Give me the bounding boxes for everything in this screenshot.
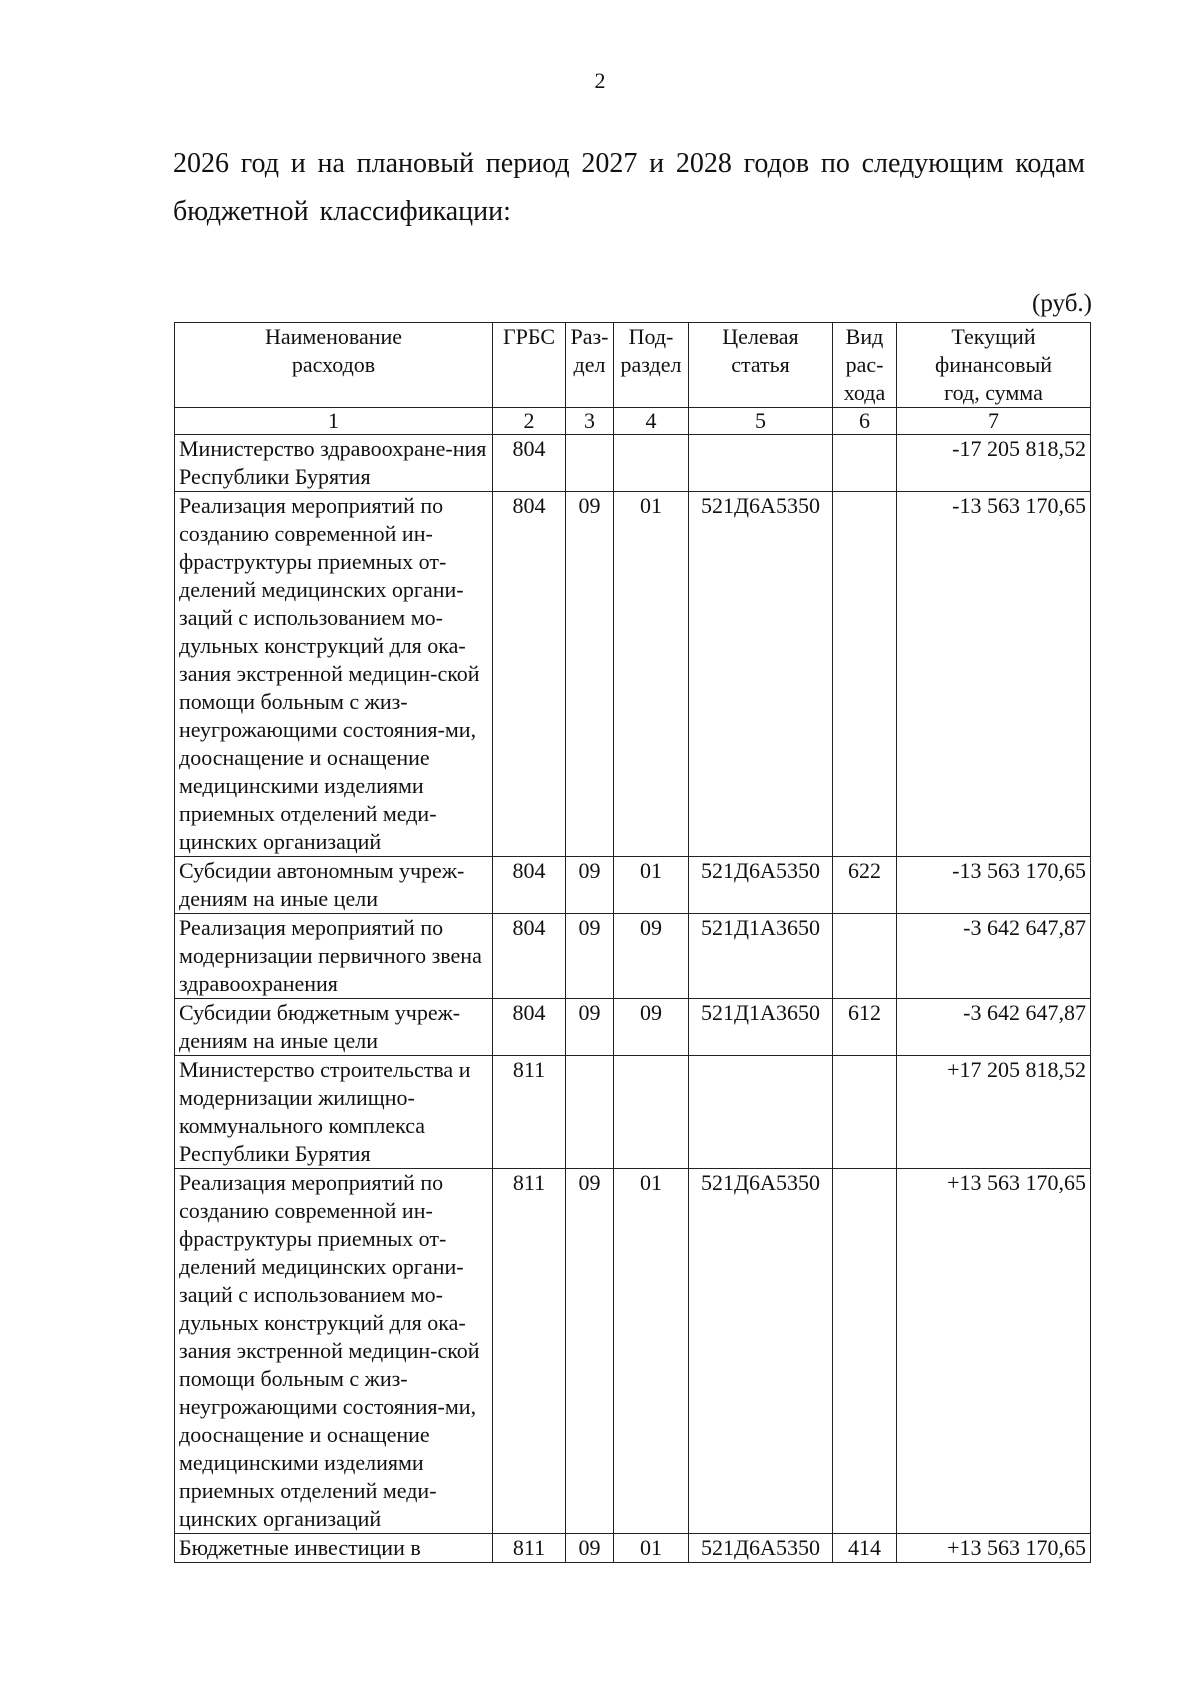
target-article — [689, 435, 833, 492]
expense-name: Субсидии автономным учреж-дениям на иные цели — [175, 857, 493, 914]
header-cell: Текущий финансовый год, сумма — [897, 323, 1091, 408]
grbs-code: 804 — [493, 999, 566, 1056]
column-number: 3 — [566, 408, 614, 435]
column-number: 1 — [175, 408, 493, 435]
expense-type — [833, 492, 897, 857]
header-cell: Раз- дел — [566, 323, 614, 408]
razdel-code — [566, 435, 614, 492]
podrazdel-code: 09 — [614, 914, 689, 999]
expense-type — [833, 435, 897, 492]
column-number: 2 — [493, 408, 566, 435]
razdel-code: 09 — [566, 857, 614, 914]
razdel-code: 09 — [566, 492, 614, 857]
amount: -17 205 818,52 — [897, 435, 1091, 492]
header-cell: Под- раздел — [614, 323, 689, 408]
target-article: 521Д1А3650 — [689, 999, 833, 1056]
podrazdel-code: 09 — [614, 999, 689, 1056]
target-article: 521Д6А5350 — [689, 857, 833, 914]
expense-type — [833, 1169, 897, 1534]
table-row — [175, 1169, 1091, 1534]
expense-name: Реализация мероприятий по модернизации первичного звена здравоохранения — [175, 914, 493, 999]
table-row — [175, 999, 1091, 1056]
podrazdel-code: 01 — [614, 492, 689, 857]
column-number-row — [175, 408, 1091, 435]
target-article: 521Д6А5350 — [689, 492, 833, 857]
amount: +13 563 170,65 — [897, 1169, 1091, 1534]
podrazdel-code: 01 — [614, 1534, 689, 1563]
column-number: 5 — [689, 408, 833, 435]
grbs-code: 804 — [493, 435, 566, 492]
header-row — [175, 323, 1091, 408]
razdel-code: 09 — [566, 1169, 614, 1534]
grbs-code: 804 — [493, 914, 566, 999]
target-article: 521Д6А5350 — [689, 1169, 833, 1534]
amount: -3 642 647,87 — [897, 999, 1091, 1056]
grbs-code: 811 — [493, 1056, 566, 1169]
podrazdel-code — [614, 1056, 689, 1169]
expense-name: Министерство строительства и модернизации жилищно-коммунального комплекса Республики Бурятия — [175, 1056, 493, 1169]
column-number: 6 — [833, 408, 897, 435]
intro-paragraph: 2026 год и на плановый период 2027 и 2028 годов по следующим кодам бюджетной классификации: — [173, 148, 1085, 227]
table-row — [175, 1534, 1091, 1563]
amount: -13 563 170,65 — [897, 492, 1091, 857]
expense-name: Министерство здравоохране-ния Республики Бурятия — [175, 435, 493, 492]
podrazdel-code: 01 — [614, 1169, 689, 1534]
grbs-code: 804 — [493, 492, 566, 857]
expense-type — [833, 914, 897, 999]
column-number: 7 — [897, 408, 1091, 435]
header-cell: ГРБС — [493, 323, 566, 408]
podrazdel-code: 01 — [614, 857, 689, 914]
expense-name: Бюджетные инвестиции в — [175, 1534, 493, 1563]
budget-table — [174, 322, 1091, 1563]
razdel-code — [566, 1056, 614, 1169]
razdel-code: 09 — [566, 914, 614, 999]
expense-type — [833, 1056, 897, 1169]
expense-name: Реализация мероприятий по созданию современной ин-фраструктуры приемных от-делений медицинских органи-заций с использованием мо-дульных конструкций для ока-зания экстренной медицин-ской помощи больным с жиз-неугрожающими состояния-ми, дооснащение и оснащение медицинскими изделиями приемных отделений меди-цинских организаций — [175, 1169, 493, 1534]
target-article: 521Д1А3650 — [689, 914, 833, 999]
grbs-code: 804 — [493, 857, 566, 914]
target-article — [689, 1056, 833, 1169]
header-cell: Вид рас- хода — [833, 323, 897, 408]
razdel-code: 09 — [566, 1534, 614, 1563]
grbs-code: 811 — [493, 1169, 566, 1534]
table-row — [175, 857, 1091, 914]
table-row — [175, 492, 1091, 857]
target-article: 521Д6А5350 — [689, 1534, 833, 1563]
header-cell: Наименование расходов — [175, 323, 493, 408]
page-number: 2 — [594, 68, 606, 93]
amount: +13 563 170,65 — [897, 1534, 1091, 1563]
expense-type: 414 — [833, 1534, 897, 1563]
amount: -3 642 647,87 — [897, 914, 1091, 999]
table-row — [175, 1056, 1091, 1169]
table-row — [175, 435, 1091, 492]
expense-type: 622 — [833, 857, 897, 914]
amount: +17 205 818,52 — [897, 1056, 1091, 1169]
expense-name: Реализация мероприятий по созданию современной ин-фраструктуры приемных от-делений медицинских органи-заций с использованием мо-дульных конструкций для ока-зания экстренной медицин-ской помощи больным с жиз-неугрожающими состояния-ми, дооснащение и оснащение медицинскими изделиями приемных отделений меди-цинских организаций — [175, 492, 493, 857]
razdel-code: 09 — [566, 999, 614, 1056]
table-row — [175, 914, 1091, 999]
column-number: 4 — [614, 408, 689, 435]
grbs-code: 811 — [493, 1534, 566, 1563]
amount: -13 563 170,65 — [897, 857, 1091, 914]
unit-label: (руб.) — [1032, 290, 1092, 317]
header-cell: Целевая статья — [689, 323, 833, 408]
expense-type: 612 — [833, 999, 897, 1056]
podrazdel-code — [614, 435, 689, 492]
expense-name: Субсидии бюджетным учреж-дениям на иные цели — [175, 999, 493, 1056]
